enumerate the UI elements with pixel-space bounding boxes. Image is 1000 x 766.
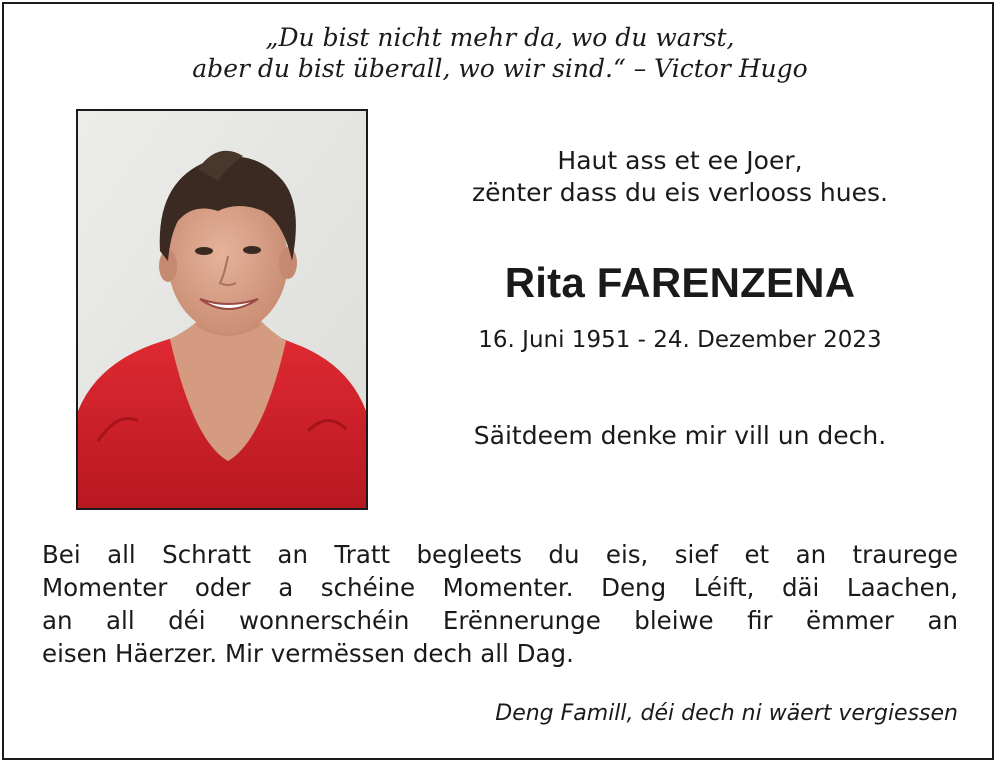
paragraph-line: eisen Häerzer. Mir vermëssen dech all Dag. bbox=[42, 639, 574, 668]
memorial-paragraph bbox=[42, 538, 958, 670]
intro-line-1: Haut ass et ee Joer, bbox=[557, 146, 803, 175]
remembrance-line: Säitdeem denke mir vill un dech. bbox=[473, 421, 887, 450]
family-signature: Deng Famill, déi dech ni wäert vergiessen bbox=[495, 701, 958, 726]
portrait-photo bbox=[76, 109, 368, 510]
intro-line-2: zënter dass du eis verlooss hues. bbox=[472, 178, 888, 207]
quote-line-2: aber du bist überall, wo wir sind.“ – Victor Hugo bbox=[192, 54, 808, 83]
paragraph-line: Momenter oder a schéine Momenter. Deng Léift, däi Laachen, bbox=[42, 573, 958, 602]
victor-hugo-quote bbox=[0, 22, 1000, 84]
deceased-name: Rita FARENZENA bbox=[504, 259, 856, 306]
life-dates: 16. Juni 1951 - 24. Dezember 2023 bbox=[478, 327, 882, 353]
paragraph-line: Bei all Schratt an Tratt begleets du eis, sief et an traurege bbox=[42, 540, 958, 569]
paragraph-line: an all déi wonnerschéin Erënnerunge bleiwe fir ëmmer an bbox=[42, 606, 958, 635]
anniversary-intro bbox=[400, 145, 960, 209]
quote-line-1: „Du bist nicht mehr da, wo du warst, bbox=[265, 23, 735, 52]
